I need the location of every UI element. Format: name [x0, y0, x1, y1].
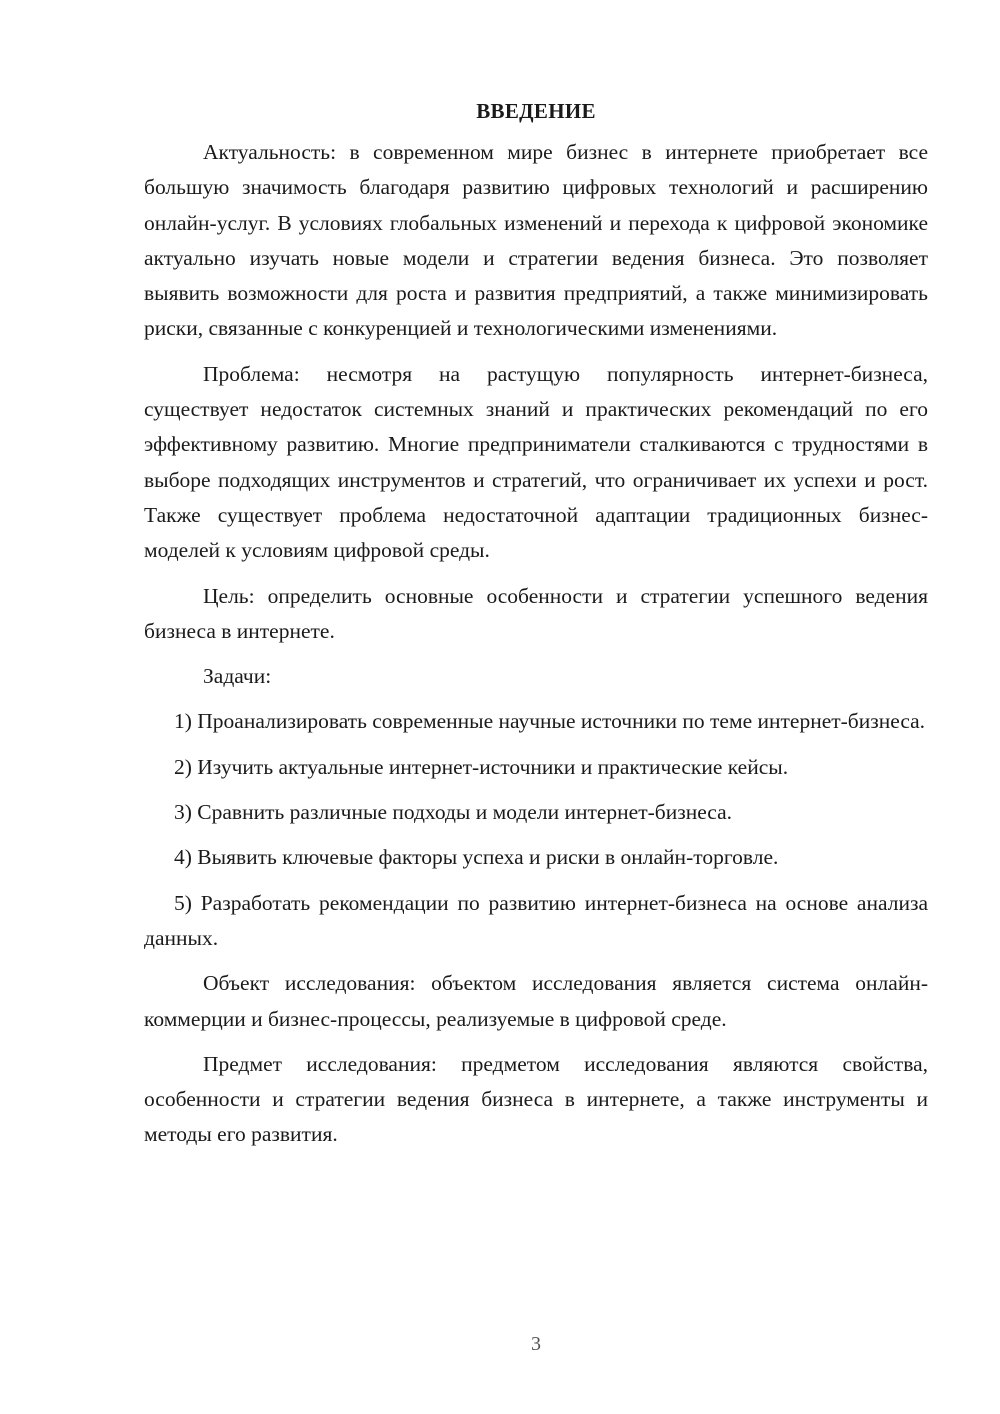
paragraph-relevance: Актуальность: в современном мире бизнес в интернете приобретает все большую значимость благодаря развитию цифровых технологий и расширению онлайн-услуг. В условиях глобальных изменений и перехода к цифровой экономике актуально изучать новые модели и стратегии ведения бизнеса. Это позволяет выявить возможности для роста и развития предприятий, а также минимизировать риски, связанные с конкуренцией и технологическими изменениями.	[144, 140, 928, 341]
task-item-5: 5) Разработать рекомендации по развитию интернет-бизнеса на основе анализа данных.	[144, 890, 928, 950]
task-item-3: 3) Сравнить различные подходы и модели интернет-бизнеса.	[174, 800, 733, 825]
paragraph-problem: Проблема: несмотря на растущую популярность интернет-бизнеса, существует недостаток системных знаний и практических рекомендаций по его эффективному развитию. Многие предприниматели сталкиваются с трудностями в выборе подходящих инструментов и стратегий, что ограничивает их успехи и рост. Также существует проблема недостаточной адаптации традиционных бизнес-моделей к условиям цифровой среды.	[144, 361, 928, 563]
page-number: 3	[531, 1333, 541, 1355]
paragraph-subject: Предмет исследования: предметом исследования являются свойства, особенности и стратегии ведения бизнеса в интернете, а также инструменты и методы его развития.	[144, 1051, 928, 1147]
task-item-2: 2) Изучить актуальные интернет-источники и практические кейсы.	[174, 754, 789, 779]
page-content	[144, 96, 928, 1163]
tasks-label: Задачи:	[203, 664, 272, 689]
section-heading: ВВЕДЕНИЕ	[476, 99, 596, 123]
task-item-4: 4) Выявить ключевые факторы успеха и риски в онлайн-торговле.	[174, 845, 779, 870]
task-item-1: 1) Проанализировать современные научные источники по теме интернет-бизнеса.	[174, 709, 926, 734]
paragraph-goal: Цель: определить основные особенности и стратегии успешного ведения бизнеса в интернете.	[144, 583, 928, 643]
paragraph-object: Объект исследования: объектом исследования является система онлайн-коммерции и бизнес-процессы, реализуемые в цифровой среде.	[144, 971, 928, 1031]
